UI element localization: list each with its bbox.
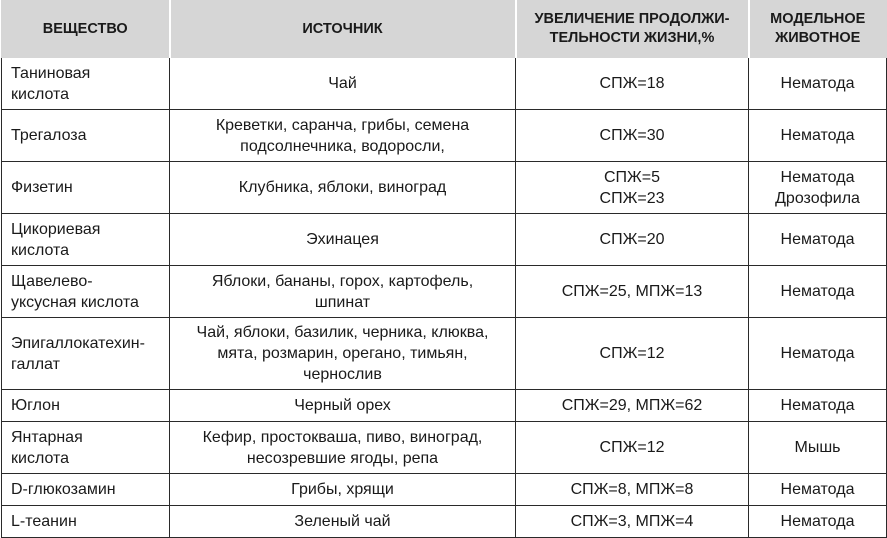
- cell-substance: [2, 474, 170, 506]
- cell-source: [170, 162, 516, 214]
- cell-source: [170, 318, 516, 390]
- header-lifespan-line-2: ТЕЛЬНОСТИ ЖИЗНИ,%: [549, 30, 715, 46]
- header-animal-line-2: ЖИВОТНОЕ: [775, 30, 861, 46]
- cell-substance: [2, 214, 170, 266]
- cell-lifespan-increase-line: СПЖ=29, МПЖ=62: [561, 397, 703, 414]
- cell-lifespan-increase: [516, 422, 749, 474]
- cell-model-animal: [749, 474, 887, 506]
- cell-substance: [2, 58, 170, 110]
- table-body: [2, 58, 887, 538]
- cell-model-animal: [749, 58, 887, 110]
- cell-substance-line: Трегалоза: [11, 127, 87, 144]
- cell-source-line: Грибы, хрящи: [291, 481, 394, 498]
- cell-model-animal: [749, 214, 887, 266]
- cell-model-animal: [749, 110, 887, 162]
- lifespan-substances-table: [1, 0, 887, 538]
- cell-substance-line: уксусная кислота: [11, 293, 139, 311]
- cell-substance: [2, 162, 170, 214]
- cell-model-animal: [749, 162, 887, 214]
- table-row: [2, 506, 887, 538]
- cell-lifespan-increase: [516, 214, 749, 266]
- cell-model-animal: [749, 506, 887, 538]
- cell-substance-line: D-глюкозамин: [11, 481, 116, 498]
- table-row: [2, 58, 887, 110]
- cell-source: [170, 266, 516, 318]
- cell-source-line: шпинат: [314, 293, 371, 311]
- table-row: [2, 214, 887, 266]
- cell-model-animal-line: Дрозофила: [775, 189, 860, 207]
- cell-lifespan-increase: [516, 162, 749, 214]
- cell-substance-line: Таниновая: [11, 64, 91, 82]
- cell-source-line: Черный орех: [294, 397, 391, 414]
- cell-lifespan-increase: [516, 110, 749, 162]
- header-lifespan-line-1: УВЕЛИЧЕНИЕ ПРОДОЛЖИ-: [534, 11, 730, 27]
- cell-lifespan-increase-line: СПЖ=18: [599, 75, 665, 92]
- table-row: [2, 266, 887, 318]
- cell-lifespan-increase-line: СПЖ=3, МПЖ=4: [570, 513, 694, 530]
- cell-source-line: Эхинацея: [306, 231, 379, 248]
- table-row: [2, 162, 887, 214]
- cell-source-line: Чай, яблоки, базилик, черника, клюква,: [196, 324, 489, 341]
- cell-source-line: чернослив: [303, 366, 382, 383]
- cell-source-line: несозревшие ягоды, репа: [246, 449, 439, 467]
- table-header: [2, 1, 887, 58]
- cell-model-animal-line: Нематода: [780, 127, 855, 144]
- header-model-animal: [749, 1, 887, 58]
- cell-lifespan-increase-line: СПЖ=23: [599, 189, 665, 207]
- table-row: [2, 390, 887, 422]
- table-row: [2, 318, 887, 390]
- cell-lifespan-increase: [516, 58, 749, 110]
- cell-substance-line: галлат: [11, 355, 60, 373]
- cell-model-animal-line: Нематода: [780, 397, 855, 414]
- cell-lifespan-increase: [516, 390, 749, 422]
- cell-substance: [2, 110, 170, 162]
- table-row: [2, 474, 887, 506]
- cell-source: [170, 390, 516, 422]
- cell-substance: [2, 390, 170, 422]
- cell-substance-line: кислота: [11, 449, 70, 467]
- cell-substance-line: кислота: [11, 241, 70, 259]
- cell-substance-line: кислота: [11, 85, 70, 103]
- cell-substance: [2, 266, 170, 318]
- cell-substance-line: Эпигаллокатехин-: [11, 334, 145, 352]
- cell-model-animal-line: Нематода: [780, 231, 855, 248]
- header-substance-line: ВЕЩЕСТВО: [42, 20, 128, 37]
- header-substance: [2, 1, 170, 58]
- cell-source: [170, 422, 516, 474]
- cell-source: [170, 110, 516, 162]
- cell-substance-line: Физетин: [11, 179, 73, 196]
- cell-lifespan-increase-line: СПЖ=12: [599, 345, 665, 362]
- cell-lifespan-increase-line: СПЖ=30: [599, 127, 665, 144]
- cell-substance-line: L-теанин: [11, 513, 77, 530]
- cell-model-animal: [749, 266, 887, 318]
- cell-model-animal-line: Нематода: [780, 168, 855, 186]
- cell-source-line: Кефир, простокваша, пиво, виноград,: [202, 428, 483, 446]
- cell-source-line: Креветки, саранча, грибы, семена: [215, 116, 470, 134]
- cell-substance: [2, 318, 170, 390]
- cell-substance-line: Янтарная: [11, 428, 83, 446]
- header-animal-line-1: МОДЕЛЬНОЕ: [770, 11, 866, 27]
- header-source: [170, 1, 516, 58]
- cell-substance-line: Щавелево-: [11, 272, 93, 290]
- cell-model-animal-line: Нематода: [780, 481, 855, 498]
- cell-source-line: мята, розмарин, орегано, тимьян,: [217, 345, 468, 362]
- cell-model-animal-line: Нематода: [780, 75, 855, 92]
- table-row: [2, 110, 887, 162]
- table-row: [2, 422, 887, 474]
- cell-lifespan-increase: [516, 318, 749, 390]
- cell-substance-line: Юглон: [11, 397, 60, 414]
- cell-lifespan-increase-line: СПЖ=8, МПЖ=8: [570, 481, 694, 498]
- cell-lifespan-increase-line: СПЖ=25, МПЖ=13: [561, 283, 703, 300]
- cell-model-animal-line: Мышь: [794, 439, 841, 456]
- cell-source: [170, 474, 516, 506]
- cell-lifespan-increase-line: СПЖ=5: [603, 168, 661, 186]
- cell-source: [170, 214, 516, 266]
- cell-lifespan-increase: [516, 506, 749, 538]
- cell-model-animal-line: Нематода: [780, 283, 855, 300]
- header-source-line: ИСТОЧНИК: [302, 20, 383, 37]
- cell-source-line: подсолнечника, водоросли,: [240, 137, 445, 155]
- cell-substance-line: Цикориевая: [11, 220, 101, 238]
- cell-model-animal-line: Нематода: [780, 345, 855, 362]
- cell-source-line: Клубника, яблоки, виноград: [238, 179, 447, 196]
- cell-source-line: Чай: [328, 75, 357, 92]
- cell-model-animal: [749, 318, 887, 390]
- cell-source: [170, 506, 516, 538]
- header-row: [2, 1, 887, 58]
- cell-source: [170, 58, 516, 110]
- cell-model-animal: [749, 390, 887, 422]
- cell-source-line: Яблоки, бананы, горох, картофель,: [211, 272, 474, 290]
- header-lifespan-increase: [516, 1, 749, 58]
- cell-model-animal: [749, 422, 887, 474]
- cell-lifespan-increase-line: СПЖ=20: [599, 231, 665, 248]
- cell-lifespan-increase: [516, 474, 749, 506]
- cell-model-animal-line: Нематода: [780, 513, 855, 530]
- cell-source-line: Зеленый чай: [294, 513, 391, 530]
- cell-substance: [2, 506, 170, 538]
- cell-lifespan-increase: [516, 266, 749, 318]
- cell-lifespan-increase-line: СПЖ=12: [599, 439, 665, 456]
- cell-substance: [2, 422, 170, 474]
